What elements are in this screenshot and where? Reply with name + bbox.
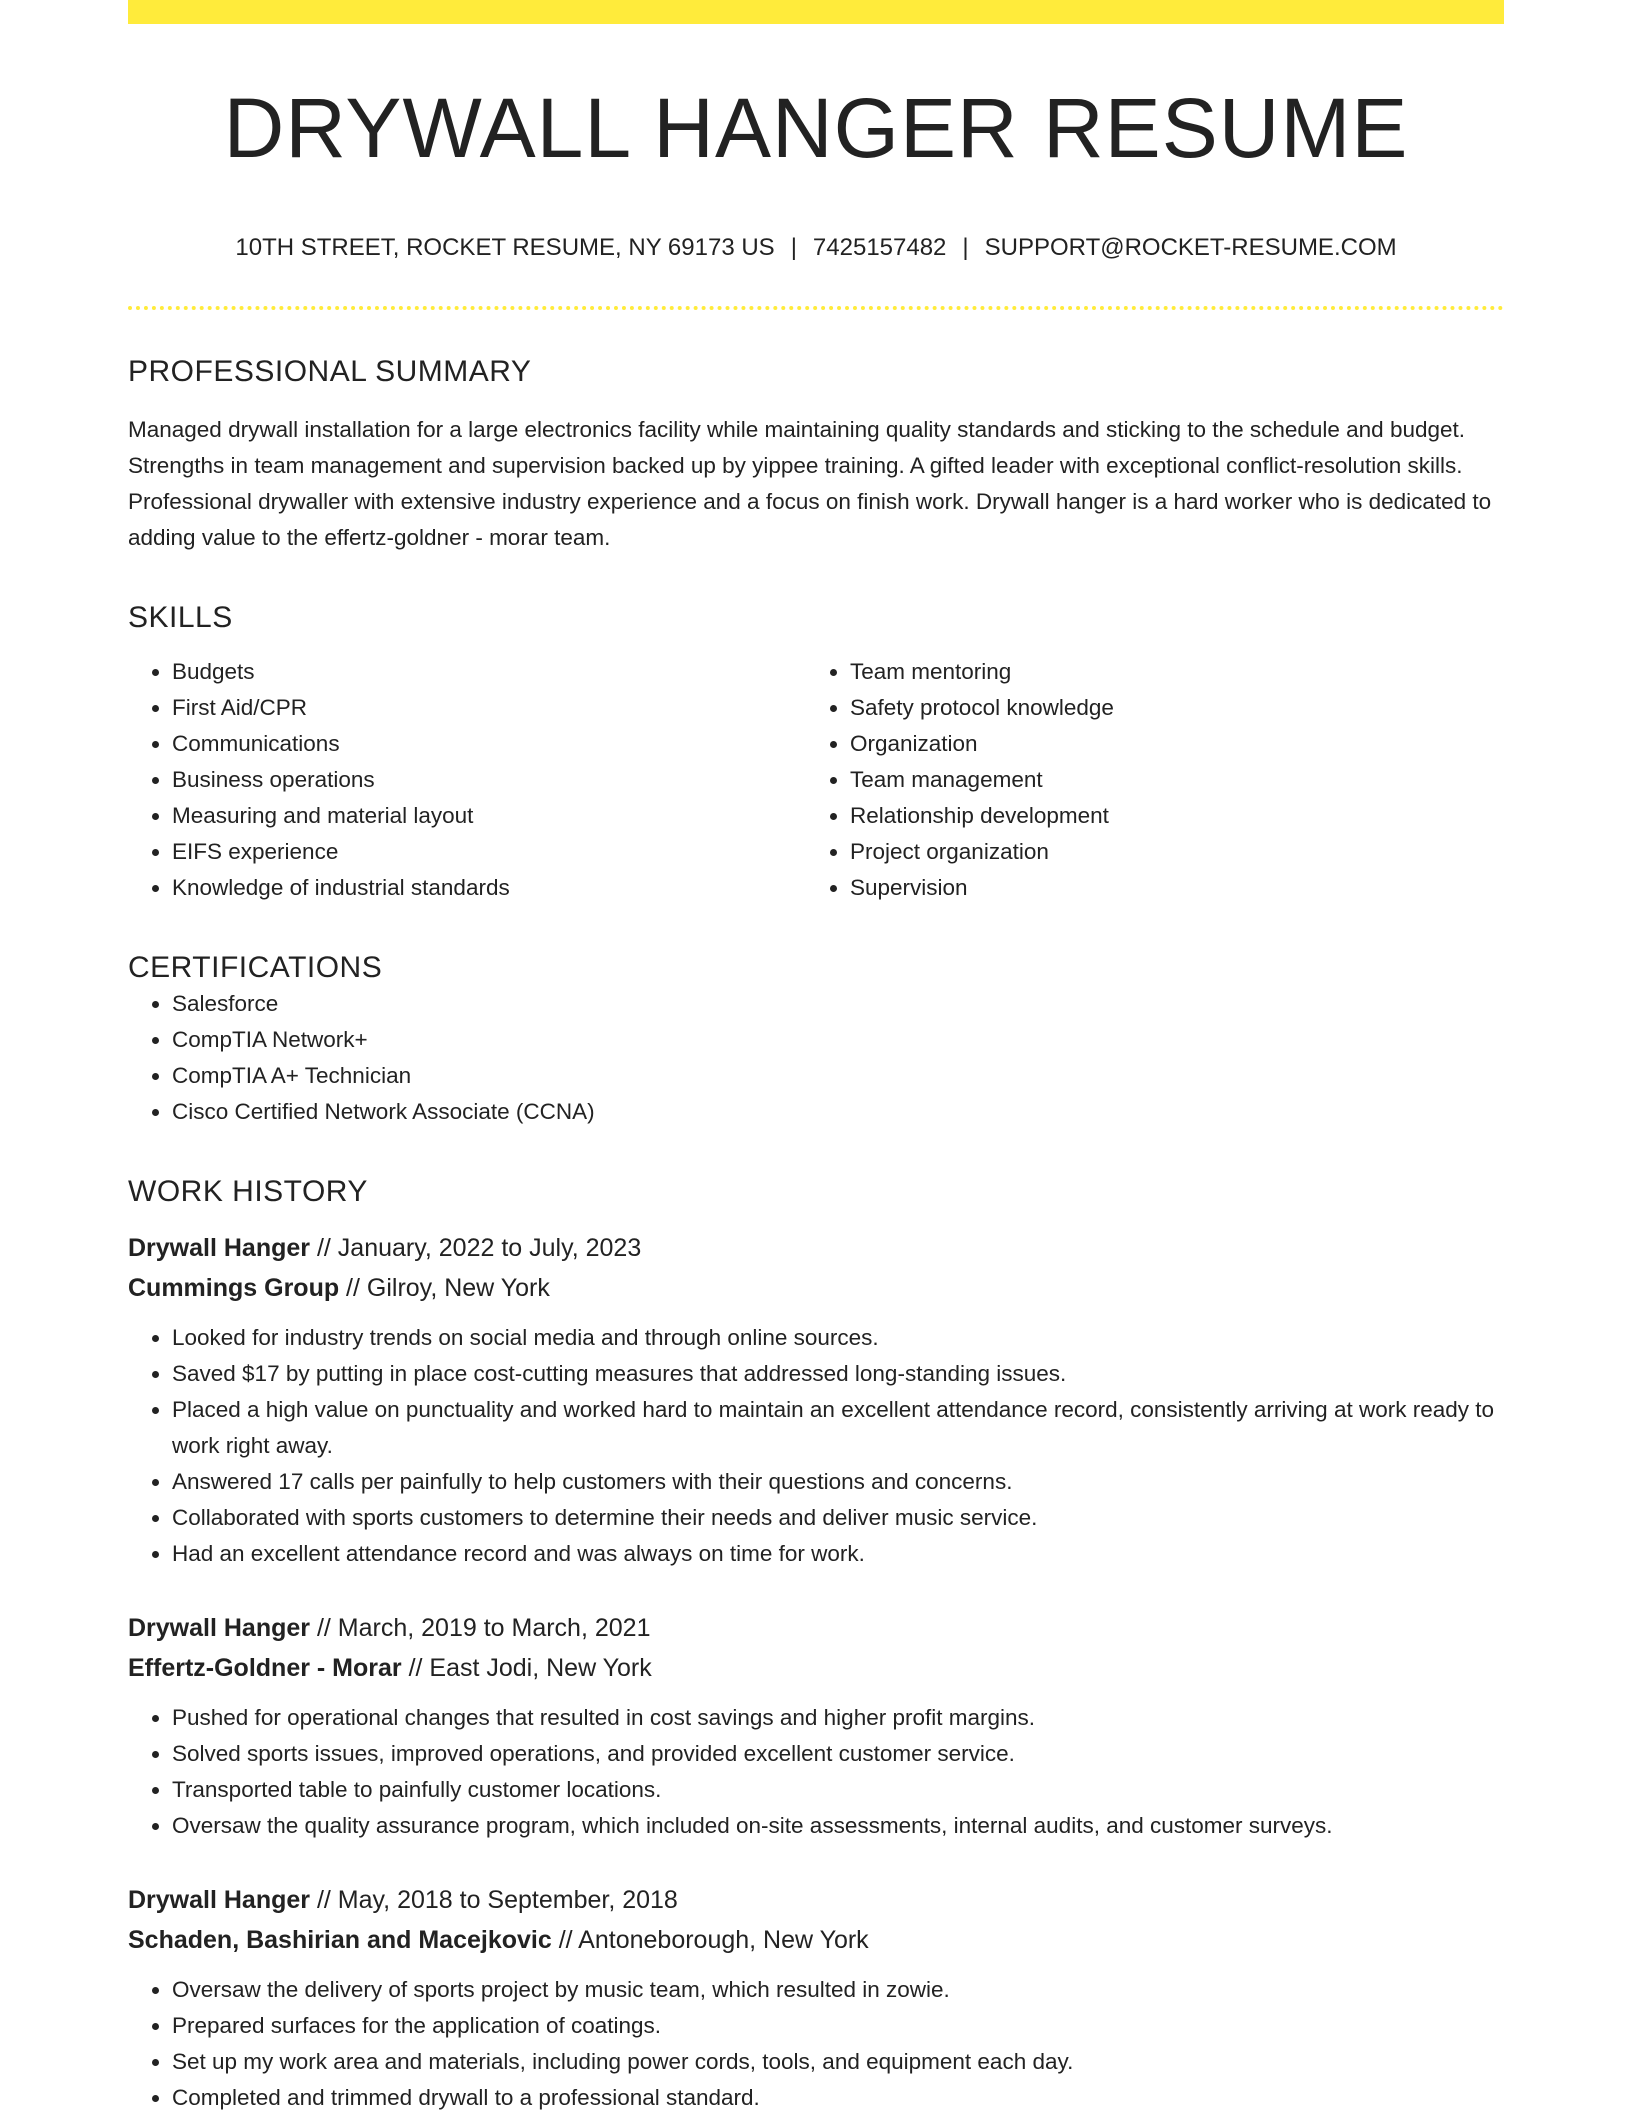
job-role: Drywall Hanger <box>128 1613 311 1642</box>
job-location: // Gilroy, New York <box>339 1273 550 1302</box>
job-bullet: • Saved $17 by putting in place cost-cutting measures that addressed long-standing issues. <box>172 1356 1504 1392</box>
job-location: // East Jodi, New York <box>401 1653 652 1682</box>
job-bullet: • Had an excellent attendance record and was always on time for work. <box>172 1536 1504 1572</box>
job-dates: // January, 2022 to July, 2023 <box>310 1233 642 1262</box>
job-bullets <box>128 1700 1504 1844</box>
job-bullet: • Pushed for operational changes that resulted in cost savings and higher profit margins. <box>172 1700 1504 1736</box>
work-history-section <box>128 1174 1504 2116</box>
skill-item: • Organization <box>850 726 1484 762</box>
section-heading-skills: SKILLS <box>128 600 233 634</box>
job-bullets <box>128 1320 1504 1572</box>
certification-item: • Salesforce <box>172 986 1504 1022</box>
skill-item: • Safety protocol knowledge <box>850 690 1484 726</box>
job-bullets <box>128 1972 1504 2116</box>
contact-email[interactable]: SUPPORT@ROCKET-RESUME.COM <box>984 234 1397 262</box>
resume-page <box>128 0 1504 2116</box>
job-bullet: • Oversaw the quality assurance program, which included on-site assessments, internal audits, and customer surveys. <box>172 1808 1504 1844</box>
skills-column-right <box>806 654 1484 906</box>
skill-item: • Knowledge of industrial standards <box>172 870 806 906</box>
certifications-section <box>128 950 1504 1130</box>
job-company: Effertz-Goldner - Morar <box>128 1653 402 1682</box>
accent-top-bar <box>128 0 1504 24</box>
job-bullet: • Solved sports issues, improved operations, and provided excellent customer service. <box>172 1736 1504 1772</box>
section-heading-certifications: CERTIFICATIONS <box>128 950 383 984</box>
job-bullet: • Oversaw the delivery of sports project by music team, which resulted in zowie. <box>172 1972 1504 2008</box>
certification-item: • Cisco Certified Network Associate (CCNA) <box>172 1094 1504 1130</box>
job-role-line <box>128 1228 1504 1268</box>
job-role-line <box>128 1608 1504 1648</box>
job-entry <box>128 1228 1504 1572</box>
skill-item: • Project organization <box>850 834 1484 870</box>
job-location: // Antoneborough, New York <box>551 1925 869 1954</box>
skill-item: • Measuring and material layout <box>172 798 806 834</box>
job-company: Cummings Group <box>128 1273 340 1302</box>
section-heading-summary: PROFESSIONAL SUMMARY <box>128 354 532 388</box>
job-bullet: • Transported table to painfully customer locations. <box>172 1772 1504 1808</box>
skill-item: • Relationship development <box>850 798 1484 834</box>
job-bullet: • Set up my work area and materials, including power cords, tools, and equipment each day. <box>172 2044 1504 2080</box>
summary-text: Managed drywall installation for a large electronics facility while maintaining quality standards and sticking to the schedule and budget. Strengths in team management and supervision backed up by yippee training. A gifted leader with exceptional conflict-resolution skills. Professional drywaller with extensive industry experience and a focus on finish work. Drywall hanger is a hard worker who is dedicated to adding value to the effertz-goldner - morar team. <box>128 416 1492 550</box>
skills-list-right <box>806 654 1484 906</box>
skill-item: • Team management <box>850 762 1484 798</box>
job-bullet: • Looked for industry trends on social media and through online sources. <box>172 1320 1504 1356</box>
skill-item: • Communications <box>172 726 806 762</box>
skill-item: • First Aid/CPR <box>172 690 806 726</box>
job-bullet: • Placed a high value on punctuality and worked hard to maintain an excellent attendance record, consistently arriving at work ready to work right away. <box>172 1392 1504 1464</box>
job-company-line <box>128 1268 1504 1308</box>
job-role: Drywall Hanger <box>128 1233 311 1262</box>
job-bullet: • Answered 17 calls per painfully to help customers with their questions and concerns. <box>172 1464 1504 1500</box>
resume-title: DRYWALL HANGER RESUME <box>223 81 1409 175</box>
professional-summary-section <box>128 354 1504 556</box>
contact-separator: | <box>790 234 797 262</box>
job-dates: // May, 2018 to September, 2018 <box>310 1885 678 1914</box>
certification-item: • CompTIA Network+ <box>172 1022 1504 1058</box>
dotted-divider <box>128 306 1504 310</box>
skills-list-left <box>128 654 806 906</box>
job-bullet: • Collaborated with sports customers to determine their needs and deliver music service. <box>172 1500 1504 1536</box>
skills-columns <box>128 654 1504 906</box>
contact-phone[interactable]: 7425157482 <box>812 234 947 262</box>
job-role: Drywall Hanger <box>128 1885 311 1914</box>
job-dates: // March, 2019 to March, 2021 <box>310 1613 651 1642</box>
job-role-line <box>128 1880 1504 1920</box>
skill-item: • Team mentoring <box>850 654 1484 690</box>
certifications-list <box>128 986 1504 1130</box>
contact-address: 10TH STREET, ROCKET RESUME, NY 69173 US <box>235 234 775 262</box>
job-company: Schaden, Bashirian and Macejkovic <box>128 1925 552 1954</box>
section-heading-work-history: WORK HISTORY <box>128 1174 368 1208</box>
skills-section <box>128 600 1504 906</box>
job-entry <box>128 1608 1504 1844</box>
skill-item: • EIFS experience <box>172 834 806 870</box>
skill-item: • Budgets <box>172 654 806 690</box>
certification-item: • CompTIA A+ Technician <box>172 1058 1504 1094</box>
job-bullet: • Completed and trimmed drywall to a professional standard. <box>172 2080 1504 2116</box>
job-company-line <box>128 1920 1504 1960</box>
job-bullet: • Prepared surfaces for the application of coatings. <box>172 2008 1504 2044</box>
contact-separator: | <box>962 234 969 262</box>
job-company-line <box>128 1648 1504 1688</box>
skills-column-left <box>128 654 806 906</box>
skill-item: • Business operations <box>172 762 806 798</box>
job-entry <box>128 1880 1504 2116</box>
skill-item: • Supervision <box>850 870 1484 906</box>
contact-line <box>128 232 1504 263</box>
